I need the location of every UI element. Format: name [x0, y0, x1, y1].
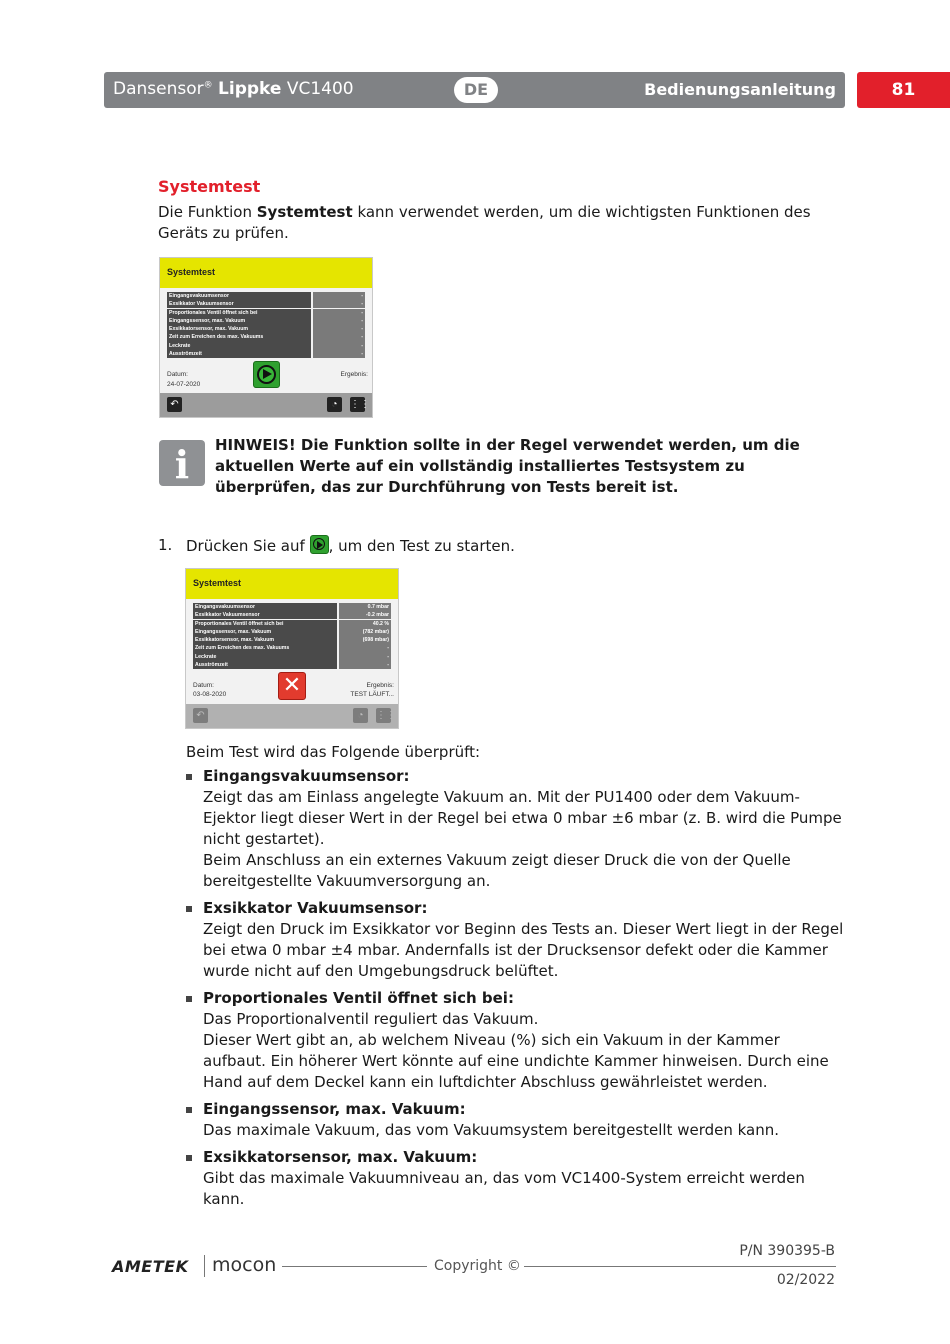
stop-test-button[interactable] — [278, 672, 306, 700]
checks-list — [186, 766, 846, 1216]
result-value: TEST LÄUFT... — [350, 691, 394, 698]
row-value: - — [313, 309, 365, 317]
row-value: - — [313, 292, 365, 300]
bullet-icon — [186, 774, 192, 780]
table-row — [193, 636, 391, 644]
bullet-icon — [186, 996, 192, 1002]
list-item — [186, 766, 846, 892]
date-value: 24-07-2020 — [167, 381, 201, 388]
row-label: Ausströmzeit — [167, 350, 311, 358]
list-item-text: Zeigt den Druck im Exsikkator vor Beginn des Tests an. Dieser Wert liegt in der Regel bei etwa 0 mbar ±4 mbar. Andernfalls ist der Drucksensor defekt oder die Kammer wurde nicht auf den Umgebungsdruck belüftet. — [203, 920, 844, 980]
menu-grid-icon[interactable]: ⋮⋮ — [350, 399, 370, 410]
table-row — [193, 611, 391, 619]
header-bar — [104, 72, 845, 108]
manual-title: Bedienungsanleitung — [644, 80, 836, 99]
row-label: Eingangssensor, max. Vakuum — [193, 628, 337, 636]
row-value: 40.2 % — [339, 620, 391, 628]
row-value: - — [339, 653, 391, 661]
row-value: (698 mbar) — [339, 636, 391, 644]
list-item-heading: Proportionales Ventil öffnet sich bei: — [203, 989, 514, 1007]
row-value: - — [313, 350, 365, 358]
gauge-icon[interactable]: ◔ — [327, 397, 342, 412]
row-value: - — [313, 325, 365, 333]
gauge-icon[interactable]: ◔ — [353, 708, 368, 723]
list-item-text: Das maximale Vakuum, das vom Vakuumsystem bereitgestellt werden kann. — [203, 1121, 780, 1139]
screen-bottom-bar — [186, 704, 398, 728]
list-item-text: Gibt das maximale Vakuumniveau an, das vom VC1400-System erreicht werden kann. — [203, 1169, 805, 1208]
list-item-heading: Eingangssensor, max. Vakuum: — [203, 1100, 466, 1118]
bullet-icon — [186, 1107, 192, 1113]
row-label: Exsikkatorsensor, max. Vakuum — [193, 636, 337, 644]
table-row — [167, 325, 365, 333]
note-text: HINWEIS! Die Funktion sollte in der Regel verwendet werden, um die aktuellen Werte auf ein vollständig installiertes Testsystem zu überprüfen, das zur Durchführung von Tests bereit ist. — [215, 436, 800, 496]
list-item-text: Das Proportionalventil reguliert das Vakuum. — [203, 1010, 539, 1028]
screen-results-table — [167, 292, 365, 358]
checks-intro: Beim Test wird das Folgende überprüft: — [186, 743, 481, 761]
row-label: Proportionales Ventil öffnet sich bei — [193, 620, 337, 628]
row-label: Eingangssensor, max. Vakuum — [167, 317, 311, 325]
step-text: Drücken Sie auf , um den Test zu starten. — [186, 537, 515, 555]
part-number: P/N 390395-B — [739, 1243, 835, 1259]
list-item-text: Beim Anschluss an ein externes Vakuum zeigt dieser Druck die von der Quelle bereitgestellte Vakuumversorgung an. — [203, 851, 791, 890]
close-icon: ✕ — [282, 673, 302, 698]
row-label: Proportionales Ventil öffnet sich bei — [167, 309, 311, 317]
date-value: 03-08-2020 — [193, 691, 227, 698]
footer-rule-right — [524, 1266, 836, 1267]
bullet-icon — [186, 1155, 192, 1161]
row-label: Leckrate — [193, 653, 337, 661]
copyright: Copyright © — [434, 1258, 521, 1274]
list-item-heading: Exsikkatorsensor, max. Vakuum: — [203, 1148, 478, 1166]
section-intro: Die Funktion Systemtest kann verwendet werden, um die wichtigsten Funktionen des Geräts zu prüfen. — [158, 203, 811, 242]
row-value: - — [313, 300, 365, 308]
menu-grid-icon[interactable]: ⋮⋮ — [376, 710, 396, 721]
table-row — [193, 620, 391, 628]
row-value: -0.2 mbar — [339, 611, 391, 619]
table-row — [193, 653, 391, 661]
table-row — [193, 603, 391, 611]
table-row — [167, 333, 365, 341]
row-value: - — [313, 333, 365, 341]
row-value: - — [313, 342, 365, 350]
bullet-icon — [186, 906, 192, 912]
row-label: Exsikkator Vakuumsensor — [167, 300, 311, 308]
list-item-heading: Exsikkator Vakuumsensor: — [203, 899, 428, 917]
table-row — [167, 300, 365, 308]
row-value: 0.7 mbar — [339, 603, 391, 611]
row-value: (782 mbar) — [339, 628, 391, 636]
table-row — [193, 661, 391, 669]
screen-title-bar: Systemtest — [160, 258, 372, 288]
language-badge: DE — [454, 77, 498, 103]
footer-rule-left — [282, 1266, 427, 1267]
screen-title-bar: Systemtest — [186, 569, 398, 599]
list-item — [186, 898, 846, 982]
list-item — [186, 1147, 846, 1210]
play-icon — [310, 535, 329, 554]
row-label: Ausströmzeit — [193, 661, 337, 669]
back-arrow-icon[interactable]: ↶ — [193, 708, 208, 723]
systemtest-screen-running — [185, 568, 399, 729]
table-row — [167, 317, 365, 325]
table-row — [193, 644, 391, 652]
info-icon: i — [159, 440, 205, 486]
step-number: 1. — [158, 536, 173, 554]
systemtest-screen-idle — [159, 257, 373, 418]
start-test-button[interactable] — [253, 361, 280, 388]
document-date: 02/2022 — [776, 1272, 835, 1288]
list-item-heading: Eingangsvakuumsensor: — [203, 767, 410, 785]
date-label: Datum: — [193, 682, 214, 689]
list-item-text: Zeigt das am Einlass angelegte Vakuum an. Mit der PU1400 oder dem Vakuum-Ejektor liegt dieser Wert in der Regel bei etwa 0 mbar ±6 mbar (z. B. wird die Pumpe nicht gestartet). — [203, 788, 842, 848]
page-number: 81 — [857, 72, 950, 108]
mocon-logo: mocon — [212, 1254, 277, 1276]
screen-results-table — [193, 603, 391, 669]
table-row — [167, 342, 365, 350]
back-arrow-icon[interactable]: ↶ — [167, 397, 182, 412]
product-name: Dansensor® Lippke VC1400 — [113, 79, 354, 99]
row-label: Eingangsvakuumsensor — [167, 292, 311, 300]
table-row — [167, 350, 365, 358]
row-value: - — [313, 317, 365, 325]
screen-bottom-bar — [160, 393, 372, 417]
row-label: Zeit zum Erreichen des max. Vakuums — [167, 333, 311, 341]
table-row — [167, 292, 365, 300]
result-label: Ergebnis: — [340, 371, 368, 378]
list-item-text: Dieser Wert gibt an, ab welchem Niveau (%) sich ein Vakuum in der Kammer aufbaut. Ein höherer Wert könnte auf eine undichte Kammer hinweisen. Durch eine Hand auf dem Deckel kann ein luftdichter Abschluss gewährleistet werden. — [203, 1031, 829, 1091]
ametek-logo: AMETEK — [112, 1257, 189, 1276]
row-value: - — [339, 661, 391, 669]
section-title: Systemtest — [158, 177, 261, 196]
row-label: Exsikkator Vakuumsensor — [193, 611, 337, 619]
row-label: Zeit zum Erreichen des max. Vakuums — [193, 644, 337, 652]
date-label: Datum: — [167, 371, 188, 378]
row-label: Leckrate — [167, 342, 311, 350]
list-item — [186, 1099, 846, 1141]
list-item — [186, 988, 846, 1093]
row-label: Exsikkatorsensor, max. Vakuum — [167, 325, 311, 333]
result-label: Ergebnis: — [366, 682, 394, 689]
row-value: - — [339, 644, 391, 652]
table-row — [193, 628, 391, 636]
row-label: Eingangsvakuumsensor — [193, 603, 337, 611]
logo-divider — [204, 1255, 205, 1277]
table-row — [167, 309, 365, 317]
